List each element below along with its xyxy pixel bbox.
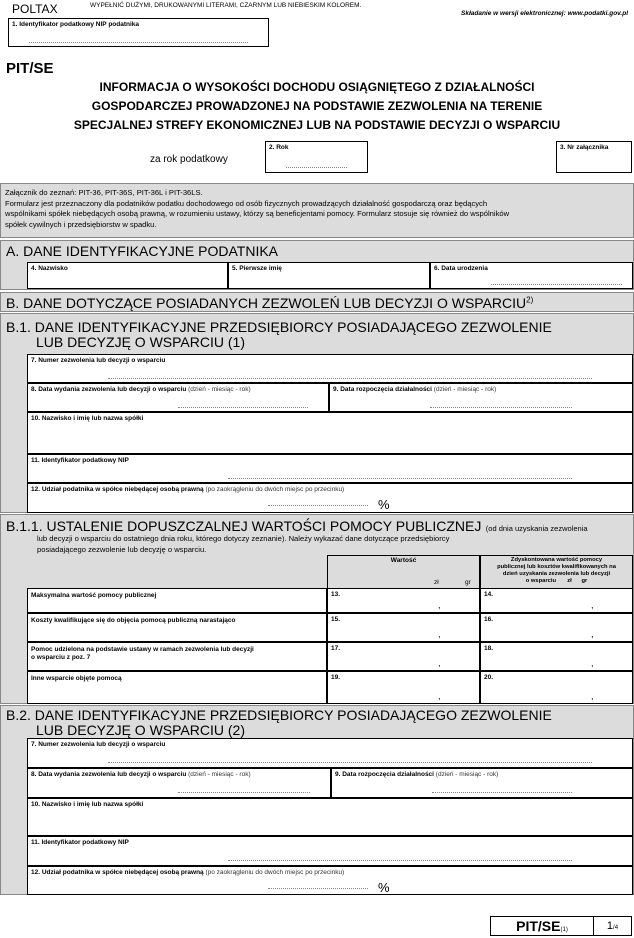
b11-row-label-text: Maksymalna wartość pomocy publicznej <box>31 592 157 599</box>
b11-col-value-header <box>327 555 480 589</box>
col-value-gr: gr <box>465 579 471 586</box>
b11-discounted-field[interactable] <box>480 588 633 613</box>
b11-note <box>37 534 449 555</box>
surname-label: 4. Nazwisko <box>31 265 68 272</box>
b11-note-line-3: posiadającego zezwolenie lub decyzję o wsparciu. <box>37 544 207 554</box>
decimal-comma: , <box>438 691 441 701</box>
tax-year-label: za rok podatkowy <box>150 154 228 165</box>
b11-row-label <box>27 671 327 704</box>
birth-date-field[interactable] <box>430 262 633 289</box>
b11-row-label-text: Pomoc udzielona na podstawie ustawy w ramach zezwolenia lub decyzji <box>31 646 254 653</box>
year-label: 2. Rok <box>269 144 289 151</box>
footer-form-code: PIT/SE(1) <box>491 917 594 935</box>
poltax-label: POLTAX <box>12 2 58 16</box>
b1-nip-label: 11. Identyfikator podatkowy NIP <box>31 457 129 464</box>
b2-company-name-label: 10. Nazwisko i imię lub nazwa spółki <box>31 801 144 808</box>
col-disc-label: Zdyskontowana wartość pomocy publicznej lub kosztów kwalifikowanych na dzień uzyskania zezwolenia lub decyzji o wsparciu zł gr <box>497 557 616 584</box>
section-b <box>0 292 634 312</box>
b11-field-number: 18. <box>484 645 494 652</box>
year-field[interactable] <box>265 141 368 173</box>
nip-field[interactable] <box>8 18 269 47</box>
b2-share-label: 12. Udział podatnika w spółce niebędącej osobą prawną (po zaokrągleniu do dwóch miejsc po przecinku) <box>31 869 345 876</box>
title-line-3: SPECJALNEJ STREFY EKONOMICZNEJ LUB NA PODSTAWIE DECYZJI O WSPARCIU <box>73 118 561 132</box>
section-b11 <box>0 514 634 704</box>
b11-field-number: 17. <box>331 645 341 652</box>
section-b2-title <box>6 708 552 738</box>
form-title <box>0 78 634 135</box>
b1-start-date-field[interactable] <box>329 383 633 412</box>
b2-start-date-field[interactable] <box>331 768 633 798</box>
decimal-comma: , <box>591 600 594 610</box>
electronic-note: Składanie w wersji elektronicznej: www.podatki.gov.pl <box>461 10 628 17</box>
b11-row-label <box>27 642 327 671</box>
b2-company-name-field[interactable] <box>27 798 633 836</box>
title-line-2: GOSPODARCZEJ PROWADZONEJ NA PODSTAWIE ZEZWOLENIA NA TERENIE <box>91 99 543 113</box>
b11-value-field[interactable] <box>327 613 480 642</box>
b2-start-date-label: 9. Data rozpoczęcia działalności (dzień - miesiąc - rok) <box>335 771 499 778</box>
intro-line-3: wspólnikami spółek niebędących osobą prawną, w rozumieniu ustawy, którzy są beneficjentami pomocy. Formularz stosuje się również do wspólników <box>5 209 510 218</box>
b2-title-line-2: LUB DECYZJĘ O WSPARCIU (2) <box>36 722 245 738</box>
b11-note-line-2: lub decyzji o wsparciu do ostatniego dnia roku, którego dotyczy zeznanie). Należy wykazać dane dotyczące przedsiębiorcy <box>37 534 450 543</box>
b11-row-label-text-2: o wsparciu z poz. 7 <box>31 654 91 661</box>
section-b2 <box>0 705 634 895</box>
instruction-text: WYPEŁNIĆ DUŻYMI, DRUKOWANYMI LITERAMI, CZARNYM LUB NIEBIESKIM KOLOREM. <box>90 2 362 9</box>
b2-title-line-1: B.2. DANE IDENTYFIKACYJNE PRZEDSIĘBIORCY POSIADAJĄCEGO ZEZWOLENIE <box>6 707 552 723</box>
b2-issue-date-field[interactable] <box>27 768 331 798</box>
footer-box <box>490 916 632 936</box>
decimal-comma: , <box>591 691 594 701</box>
attachment-field[interactable] <box>556 141 632 173</box>
b1-company-name-field[interactable] <box>27 412 633 454</box>
section-b1 <box>0 313 634 513</box>
b2-issue-date-label: 8. Data wydania zezwolenia lub decyzji o wsparciu (dzień - miesiąc - rok) <box>31 771 251 778</box>
section-a <box>0 240 634 290</box>
decimal-comma: , <box>438 629 441 639</box>
b11-discounted-field[interactable] <box>480 642 633 671</box>
b1-permit-number-label: 7. Numer zezwolenia lub decyzji o wsparciu <box>31 357 166 364</box>
first-name-field[interactable] <box>228 262 430 289</box>
b11-field-number: 13. <box>331 591 341 598</box>
b2-permit-number-field[interactable] <box>27 738 633 768</box>
section-b-sup: 2) <box>526 295 534 305</box>
b11-row-label <box>27 613 327 642</box>
b11-discounted-field[interactable] <box>480 671 633 704</box>
b1-percent-sign: % <box>378 497 390 512</box>
b11-field-number: 14. <box>484 591 494 598</box>
b1-title-line-1: B.1. DANE IDENTYFIKACYJNE PRZEDSIĘBIORCY POSIADAJĄCEGO ZEZWOLENIE <box>6 319 552 335</box>
first-name-label: 5. Pierwsze imię <box>232 265 282 272</box>
surname-field[interactable] <box>27 262 228 289</box>
b2-nip-label: 11. Identyfikator podatkowy NIP <box>31 839 129 846</box>
b11-row-label-text: Inne wsparcie objęte pomocą <box>31 675 122 682</box>
footer-page: 1/4 <box>606 920 619 932</box>
decimal-comma: , <box>591 629 594 639</box>
col-value-zl: zł <box>434 579 439 586</box>
b1-issue-date-field[interactable] <box>27 383 329 412</box>
decimal-comma: , <box>591 658 594 668</box>
decimal-comma: , <box>438 600 441 610</box>
b11-row-label <box>27 588 327 613</box>
b11-col-discounted-header <box>480 555 633 589</box>
b11-field-number: 19. <box>331 674 341 681</box>
col-value-label: Wartość <box>390 557 417 564</box>
b1-company-name-label: 10. Nazwisko i imię lub nazwa spółki <box>31 415 144 422</box>
section-a-title: A. DANE IDENTYFIKACYJNE PODATNIKA <box>6 243 279 259</box>
birth-date-label: 6. Data urodzenia <box>434 265 488 272</box>
b1-nip-field[interactable] <box>27 454 633 483</box>
intro-line-4: spółek cywilnych i przedsiębiorstw w spadku. <box>5 219 157 229</box>
form-code: PIT/SE <box>6 60 54 77</box>
b1-permit-number-field[interactable] <box>27 354 633 383</box>
b1-start-date-label: 9. Data rozpoczęcia działalności (dzień - miesiąc - rok) <box>333 386 497 393</box>
section-b1-title <box>6 320 552 350</box>
b1-issue-date-label: 8. Data wydania zezwolenia lub decyzji o wsparciu (dzień - miesiąc - rok) <box>31 386 251 393</box>
b11-value-field[interactable] <box>327 588 480 613</box>
section-b-title: B. DANE DOTYCZĄCE POSIADANYCH ZEZWOLEŃ LUB DECYZJI O WSPARCIU$^{2)}$ <box>6 295 534 311</box>
b11-field-number: 15. <box>331 616 341 623</box>
intro-line-1: Załącznik do zeznań: PIT-36, PIT-36S, PIT-36L i PIT-36LS. <box>5 188 203 197</box>
b2-share-field[interactable] <box>27 866 633 895</box>
b11-row-label-text: Koszty kwalifikujące się do objęcia pomocą publiczną narastająco <box>31 617 236 624</box>
b1-title-line-2: LUB DECYZJĘ O WSPARCIU (1) <box>36 334 245 350</box>
decimal-comma: , <box>438 658 441 668</box>
b2-permit-number-label: 7. Numer zezwolenia lub decyzji o wsparciu <box>31 741 166 748</box>
b1-share-field[interactable] <box>27 483 633 513</box>
b11-value-field[interactable] <box>327 671 480 704</box>
b11-discounted-field[interactable] <box>480 613 633 642</box>
b11-field-number: 16. <box>484 616 494 623</box>
attachment-label: 3. Nr załącznika <box>560 144 609 151</box>
b2-percent-sign: % <box>378 880 390 895</box>
b11-title: B.1.1. USTALENIE DOPUSZCZALNEJ WARTOŚCI POMOCY PUBLICZNEJ (od dnia uzyskania zezwolenia <box>6 518 588 534</box>
b11-value-field[interactable] <box>327 642 480 671</box>
nip-label: 1. Identyfikator podatkowy NIP podatnika <box>12 21 140 28</box>
b11-field-number: 20. <box>484 674 494 681</box>
b2-nip-field[interactable] <box>27 836 633 866</box>
b1-share-label: 12. Udział podatnika w spółce niebędącej osobą prawną (po zaokrągleniu do dwóch miejsc po przecinku) <box>31 486 345 493</box>
intro-box <box>0 183 634 238</box>
title-line-1: INFORMACJA O WYSOKOŚCI DOCHODU OSIĄGNIĘTEGO Z DZIAŁALNOŚCI <box>99 80 535 94</box>
intro-line-2: Formularz jest przeznaczony dla podatników podatku dochodowego od osób fizycznych prowadzących działalność gospodarczą oraz będących <box>5 198 488 208</box>
